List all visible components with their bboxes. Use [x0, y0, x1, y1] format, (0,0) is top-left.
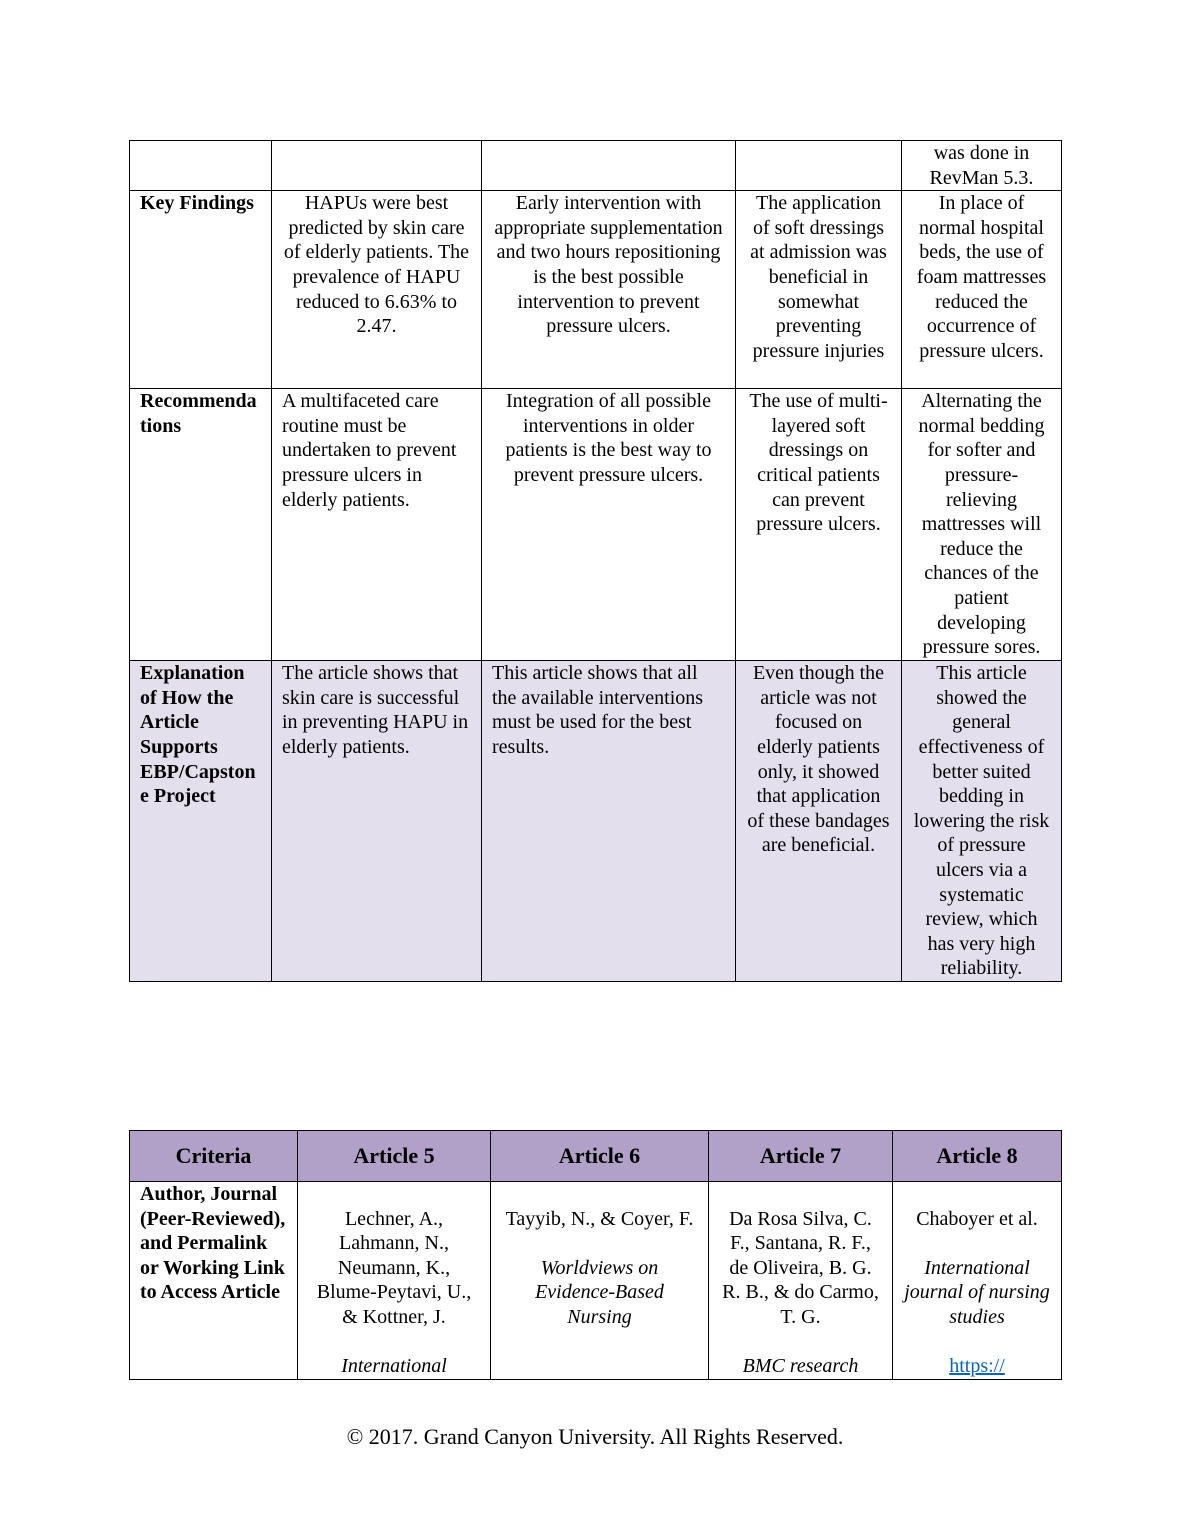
article-7-authors: Da Rosa Silva, C. F., Santana, R. F., de Oliveira, B. G. R. B., & do Carmo, T. G. [722, 1207, 879, 1328]
header-row [130, 1131, 1062, 1182]
continuation-cell: was done in RevMan 5.3. [902, 141, 1062, 191]
continuation-row [130, 141, 1062, 191]
recommendations-row [130, 389, 1062, 661]
article-6-journal: Worldviews on Evidence-Based Nursing [535, 1256, 664, 1328]
cell-article-7 [709, 1182, 893, 1380]
author-row [130, 1182, 1062, 1380]
row-label: Key Findings [130, 191, 272, 389]
article-findings-table [129, 140, 1062, 982]
copyright-footer: © 2017. Grand Canyon University. All Rights Reserved. [346, 1424, 844, 1449]
cell-article-4: Alternating the normal bedding for softer and pressure-relieving mattresses will reduce the chances of the patient developing pressure sores. [902, 389, 1062, 661]
article-8-journal: International journal of nursing studies [904, 1256, 1050, 1328]
header-article-5: Article 5 [298, 1131, 491, 1182]
empty-cell [130, 141, 272, 191]
cell-article-2: Early intervention with appropriate supplementation and two hours repositioning is the best possible intervention to prevent pressure ulcers. [482, 191, 736, 389]
empty-cell [482, 141, 736, 191]
cell-article-6 [491, 1182, 709, 1380]
article-criteria-table [129, 1130, 1062, 1380]
header-article-7: Article 7 [709, 1131, 893, 1182]
header-article-6: Article 6 [491, 1131, 709, 1182]
cell-article-4: In place of normal hospital beds, the use of foam mattresses reduced the occurrence of pressure ulcers. [902, 191, 1062, 389]
cell-article-1: HAPUs were best predicted by skin care of elderly patients. The prevalence of HAPU reduced to 6.63% to 2.47. [272, 191, 482, 389]
empty-cell [272, 141, 482, 191]
row-label: Author, Journal (Peer-Reviewed), and Permalink or Working Link to Access Article [130, 1182, 298, 1380]
cell-article-5 [298, 1182, 491, 1380]
cell-article-3: The application of soft dressings at admission was beneficial in somewhat preventing pressure injuries [736, 191, 902, 389]
article-8-authors: Chaboyer et al. [916, 1207, 1038, 1230]
article-7-journal: BMC research [742, 1355, 859, 1378]
article-5-authors: Lechner, A., Lahmann, N., Neumann, K., Blume-Peytavi, U., & Kottner, J. [316, 1207, 472, 1328]
cell-article-2: This article shows that all the available interventions must be used for the best results. [482, 661, 736, 982]
cell-article-1: The article shows that skin care is successful in preventing HAPU in elderly patients. [272, 661, 482, 982]
header-criteria: Criteria [130, 1131, 298, 1182]
cell-article-4: This article showed the general effectiveness of better suited bedding in lowering the risk of pressure ulcers via a systematic review, which has very high reliability. [902, 661, 1062, 982]
article-5-journal: International [341, 1355, 447, 1378]
row-label: Explanation of How the Article Supports EBP/Capstone Project [130, 661, 272, 982]
article-6-authors: Tayyib, N., & Coyer, F. [505, 1207, 694, 1230]
cell-article-8 [893, 1182, 1062, 1380]
key-findings-row [130, 191, 1062, 389]
cell-article-1: A multifaceted care routine must be undertaken to prevent pressure ulcers in elderly patients. [272, 389, 482, 661]
cell-article-2: Integration of all possible interventions in older patients is the best way to prevent pressure ulcers. [482, 389, 736, 661]
cell-article-3: Even though the article was not focused on elderly patients only, it showed that application of these bandages are beneficial. [736, 661, 902, 982]
header-article-8: Article 8 [893, 1131, 1062, 1182]
cell-article-3: The use of multi-layered soft dressings on critical patients can prevent pressure ulcers. [736, 389, 902, 661]
explanation-row [130, 661, 1062, 982]
article-8-link[interactable]: https:// [949, 1355, 1005, 1378]
empty-cell [736, 141, 902, 191]
row-label: Recommendations [130, 389, 272, 661]
